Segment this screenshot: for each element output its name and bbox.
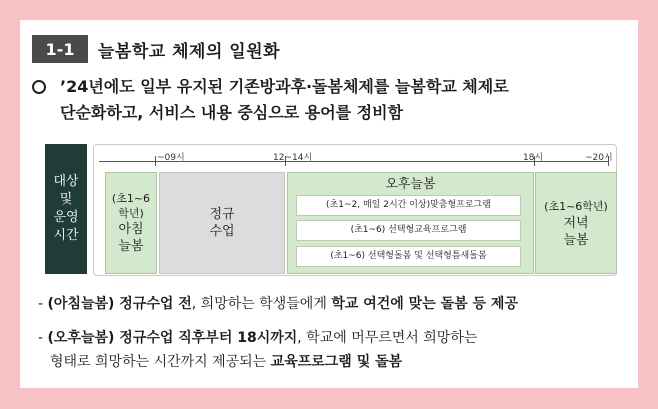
section-number: 1-1 [32, 35, 88, 63]
tick-09 [155, 156, 156, 166]
afternoon-title: 오후늘봄 [385, 177, 436, 192]
note-afternoon-bold-end: 교육프로그램 및 돌봄 [270, 354, 403, 370]
circle-bullet-icon [32, 80, 46, 94]
note-afternoon-line2: 형태로 희망하는 시간까지 제공되는 [50, 354, 271, 370]
section-header [32, 35, 632, 63]
side-label-text: 대상 및 운영 시간 [53, 174, 79, 243]
content-card [20, 20, 638, 388]
note-afternoon-text: , 학교에 머무르면서 희망하는 [297, 330, 478, 346]
program-item: (초1~6) 선택형돌봄 및 선택형틈새돌봄 [296, 246, 521, 267]
section-title: 늘봄학교 체제의 일원화 [98, 41, 281, 62]
time-label-20: ~20시 [585, 153, 613, 163]
time-label-12-14: 12~14시 [273, 153, 313, 163]
schedule-diagram [45, 144, 619, 279]
note-morning [38, 292, 628, 316]
afternoon-box [287, 172, 534, 274]
note-morning-bold: (아침늘봄) 정규수업 전 [47, 296, 192, 312]
program-item: (초1~2, 매일 2시간 이상)맞춤형프로그램 [296, 195, 521, 216]
morning-target: (초1~6 학년) [111, 192, 151, 220]
note-afternoon-bold: (오후늘봄) 정규수업 직후부터 18시까지 [47, 330, 298, 346]
time-label-09: ~09시 [157, 153, 185, 163]
regular-class-box [159, 172, 285, 274]
morning-name: 아침 늘봄 [118, 222, 144, 254]
note-afternoon [38, 326, 628, 374]
time-label-18: 18시 [523, 153, 544, 163]
evening-box [535, 172, 617, 274]
summary-line-2: 단순화하고, 서비스 내용 중심으로 용어를 정비함 [60, 103, 404, 122]
note-dash: - [38, 330, 48, 346]
side-label [45, 144, 87, 274]
program-item: (초1~6) 선택형교육프로그램 [296, 220, 521, 241]
summary-line-1: ’24년에도 일부 유지된 기존방과후·돌봄체제를 늘봄학교 체제로 [60, 77, 509, 96]
note-morning-text: , 희망하는 학생들에게 [191, 296, 332, 312]
regular-class-name: 정규 수업 [209, 207, 235, 239]
evening-name: 저녁 늘봄 [563, 215, 589, 248]
note-morning-bold-end: 학교 여건에 맞는 돌봄 등 제공 [331, 296, 518, 312]
note-dash: - [38, 296, 48, 312]
morning-box [105, 172, 157, 274]
evening-target: (초1~6학년) [544, 199, 608, 213]
